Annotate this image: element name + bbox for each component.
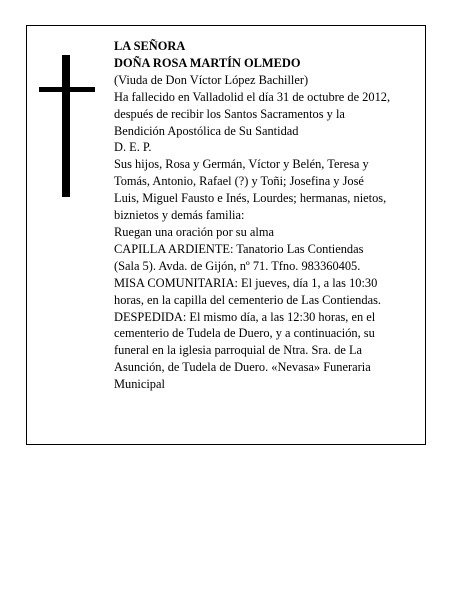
mass-info-line: horas, en la capilla del cementerio de Las Contiendas. — [114, 292, 381, 307]
rip-text: D. E. P. — [114, 140, 152, 155]
death-announcement-line: Bendición Apostólica de Su Santidad — [114, 123, 299, 138]
family-line: Tomás, Antonio, Rafael (?) y Toñi; Josefina y José — [114, 174, 364, 189]
death-announcement-line: Ha fallecido en Valladolid el día 31 de octubre de 2012, — [114, 89, 391, 104]
chapel-info-line: (Sala 5). Avda. de Gijón, nº 71. Tfno. 983360405. — [114, 258, 361, 273]
prayer-request: Ruegan una oración por su alma — [114, 224, 274, 239]
cross-horizontal-bar — [39, 87, 95, 92]
deceased-name: DOÑA ROSA MARTÍN OLMEDO — [114, 55, 301, 70]
cross-vertical-bar — [62, 55, 70, 197]
death-announcement-line: después de recibir los Santos Sacramentos y la — [114, 106, 345, 121]
farewell-info-line: DESPEDIDA: El mismo día, a las 12:30 horas, en el — [114, 309, 376, 324]
mass-info-line: MISA COMUNITARIA: El jueves, día 1, a las 10:30 — [114, 275, 378, 290]
family-line: biznietos y demás familia: — [114, 208, 245, 223]
farewell-info-line: funeral en la iglesia parroquial de Ntra. Sra. de La — [114, 343, 363, 358]
cross-icon — [39, 55, 95, 197]
farewell-info-line: cementerio de Tudela de Duero, y a continuación, su — [114, 326, 375, 341]
obituary-text — [114, 38, 426, 393]
widow-note: (Viuda de Don Víctor López Bachiller) — [114, 72, 309, 87]
chapel-info-line: CAPILLA ARDIENTE: Tanatorio Las Contiendas — [114, 241, 364, 256]
farewell-info-line: Asunción, de Tudela de Duero. «Nevasa» Funeraria — [114, 360, 371, 375]
farewell-info-line: Municipal — [114, 377, 165, 392]
family-line: Sus hijos, Rosa y Germán, Víctor y Belén, Teresa y — [114, 157, 369, 172]
notice-heading-title: LA SEÑORA — [114, 39, 186, 53]
family-line: Luis, Miguel Fausto e Inés, Lourdes; hermanas, nietos, — [114, 191, 387, 206]
